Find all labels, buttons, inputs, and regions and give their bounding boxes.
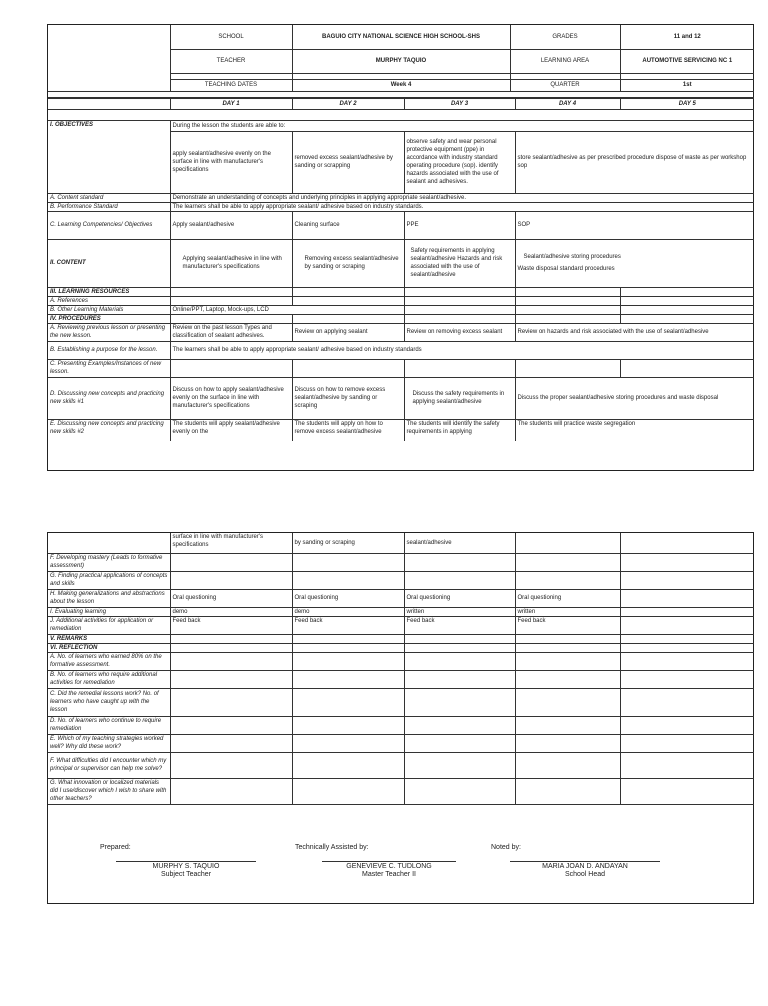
procedure-e-day1: The students will apply sealant/adhesive evenly on the — [170, 419, 292, 441]
reflection-a-label: A. No. of learners who earned 80% on the formative assessment. — [48, 652, 170, 670]
assisted-signatory — [322, 863, 456, 879]
procedure-a-day3: Review on removing excess sealant — [404, 323, 515, 341]
content-day2: Removing excess sealant/adhesive by sanding or scraping — [292, 239, 404, 287]
objectives-day3: observe safety and wear personal protective equipment (ppe) in accordance with industry standard operating procedure (sop). identify hazards associated with the use of sealant and adhesives. — [404, 131, 515, 193]
procedure-i-day2: demo — [292, 607, 404, 616]
learning-area-value: AUTOMOTIVE SERVICING NC 1 — [620, 49, 754, 73]
continued-day2: by sanding or scraping — [292, 533, 404, 553]
day-5-header: DAY 5 — [620, 98, 754, 109]
procedure-e-day4: The students will practice waste segregation — [515, 419, 754, 441]
procedure-d-day1: Discuss on how to apply sealant/adhesive evenly on the surface in line with manufacturer's specifications — [170, 377, 292, 419]
content-day4-disposal: Waste disposal standard procedures — [517, 266, 615, 272]
procedure-a-label: A. Reviewing previous lesson or presenting the new lesson. — [48, 323, 170, 341]
school-label: SCHOOL — [170, 25, 292, 49]
procedure-b-label: B. Establishing a purpose for the lesson. — [48, 341, 170, 359]
assisted-name: GENEVIEVE C. TUDLONG — [346, 863, 432, 870]
procedure-h-day1: Oral questioning — [170, 589, 292, 607]
procedure-d-day4: Discuss the proper sealant/adhesive storing procedures and waste disposal — [515, 377, 754, 419]
objectives-intro: During the lesson the students are able to: — [170, 120, 754, 131]
procedure-e-label: E. Discussing new concepts and practicing new skills #2 — [48, 419, 170, 441]
competencies-day3: PPE — [404, 211, 515, 239]
content-day1: Applying sealant/adhesive in line with manufacturer's specifications — [170, 239, 292, 287]
reflection-e-label: E. Which of my teaching strategies worked well? Why did these work? — [48, 734, 170, 752]
procedure-i-label: I. Evaluating learning — [48, 607, 170, 616]
procedure-e-day3: The students will identify the safety requirements in applying — [404, 419, 515, 441]
content-day3: Safety requirements in applying sealant/adhesive Hazards and risk associated with the use of sealant/adhesive — [404, 239, 515, 287]
reflection-f-label: F. What difficulties did I encounter which my principal or supervisor can help me solve? — [48, 752, 170, 778]
header-blank — [48, 49, 170, 73]
day-1-header: DAY 1 — [170, 98, 292, 109]
procedure-f-label: F. Developing mastery (Leads to formative assessment) — [48, 553, 170, 571]
objectives-day4: store sealant/adhesive as per prescribed procedure dispose of waste as per workshop sop — [515, 131, 754, 193]
other-materials-label: B. Other Learning Materials — [48, 305, 170, 314]
procedure-i-day1: demo — [170, 607, 292, 616]
procedure-h-day3: Oral questioning — [404, 589, 515, 607]
references-label: A. References — [48, 296, 170, 305]
learning-area-label: LEARNING AREA — [510, 49, 620, 73]
objectives-day1: apply sealant/adhesive evenly on the surface in line with manufacturer's specifications — [170, 131, 292, 193]
quarter-label: QUARTER — [510, 79, 620, 91]
continued-day1: surface in line with manufacturer's specifications — [170, 533, 292, 553]
procedure-h-day2: Oral questioning — [292, 589, 404, 607]
prepared-name: MURPHY S. TAQUIO — [152, 863, 220, 870]
content-day4-storing: Sealant/adhesive storing procedures — [523, 254, 621, 260]
reflection-c-label: C. Did the remedial lessons work? No. of learners who have caught up with the lesson — [48, 688, 170, 716]
lesson-plan-header-table — [48, 25, 754, 98]
procedure-h-label: H. Making generalizations and abstractions about the lesson — [48, 589, 170, 607]
remarks-label: V. REMARKS — [48, 634, 170, 643]
teacher-label: TEACHER — [170, 49, 292, 73]
resources-label: III. LEARNING RESOURCES — [48, 287, 170, 296]
procedure-j-day1: Feed back — [170, 616, 292, 634]
procedure-j-day2: Feed back — [292, 616, 404, 634]
competencies-label: C. Learning Competencies/ Objectives — [48, 211, 170, 239]
reflection-d-label: D. No. of learners who continue to require remediation — [48, 716, 170, 734]
page-one — [47, 24, 754, 471]
prepared-signatory — [116, 863, 256, 879]
day-2-header: DAY 2 — [292, 98, 404, 109]
content-standard-value: Demonstrate an understanding of concepts and underlying principles in applying appropriate sealant/adhesive. — [170, 193, 754, 202]
procedure-a-day4: Review on hazards and risk associated with the use of sealant/adhesive — [515, 323, 754, 341]
procedure-i-day4: written — [515, 607, 620, 616]
performance-standard-value: The learners shall be able to apply appropriate sealant/ adhesive based on industry standards. — [170, 202, 754, 211]
procedure-d-day2: Discuss on how to remove excess sealant/adhesive by sanding or scraping — [292, 377, 404, 419]
procedure-d-label: D. Discussing new concepts and practicing new skills #1 — [48, 377, 170, 419]
noted-signatory — [510, 863, 660, 879]
day-3-header: DAY 3 — [404, 98, 515, 109]
procedure-h-day4: Oral questioning — [515, 589, 620, 607]
noted-name: MARIA JOAN D. ANDAYAN — [542, 863, 628, 870]
procedure-i-day3: written — [404, 607, 515, 616]
objectives-day2: removed excess sealant/adhesive by sanding or scrapping — [292, 131, 404, 193]
content-day4 — [515, 239, 754, 287]
teaching-dates-value: Week 4 — [292, 79, 510, 91]
reflection-g-label: G. What innovation or localized materials did I use/discover which I wish to share with other teachers? — [48, 778, 170, 804]
procedure-j-day4: Feed back — [515, 616, 620, 634]
signature-block — [48, 841, 753, 903]
grades-value: 11 and 12 — [620, 25, 754, 49]
header-blank — [48, 25, 170, 49]
objectives-label: I. OBJECTIVES — [48, 120, 170, 193]
grades-label: GRADES — [510, 25, 620, 49]
noted-title: School Head — [564, 871, 606, 878]
teaching-dates-label: TEACHING DATES — [170, 79, 292, 91]
reflection-b-label: B. No. of learners who require additional activities for remediation — [48, 670, 170, 688]
prepared-label: Prepared: — [100, 844, 131, 851]
lesson-plan-body-table — [48, 98, 754, 442]
procedures-label: IV. PROCEDURES — [48, 314, 170, 323]
procedure-d-day3: Discuss the safety requirements in applying sealant/adhesive — [404, 377, 515, 419]
content-label: II. CONTENT — [48, 239, 170, 287]
procedure-e-day2: The students will apply on how to remove excess sealant/adhesive — [292, 419, 404, 441]
procedure-a-day2: Review on applying sealant — [292, 323, 404, 341]
competencies-day1: Apply sealant/adhesive — [170, 211, 292, 239]
assisted-label: Technically Assisted by: — [295, 844, 369, 851]
procedure-j-label: J. Additional activities for application or remediation — [48, 616, 170, 634]
noted-signature-line — [510, 861, 660, 862]
performance-standard-label: B. Performance Standard — [48, 202, 170, 211]
page-two — [47, 532, 754, 904]
prepared-title: Subject Teacher — [160, 871, 212, 878]
procedure-g-label: G. Finding practical applications of concepts and skills — [48, 571, 170, 589]
teacher-value: MURPHY TAQUIO — [292, 49, 510, 73]
prepared-signature-line — [116, 861, 256, 862]
content-standard-label: A. Content standard — [48, 193, 170, 202]
day-4-header: DAY 4 — [515, 98, 620, 109]
reflection-label: VI. REFLECTION — [48, 643, 170, 652]
procedure-b-value: The learners shall be able to apply appropriate sealant/ adhesive based on industry standards — [170, 341, 754, 359]
competencies-day4: SOP — [515, 211, 754, 239]
procedure-j-day3: Feed back — [404, 616, 515, 634]
assisted-signature-line — [322, 861, 456, 862]
lesson-plan-continuation-table — [48, 533, 754, 805]
continued-day3: sealant/adhesive — [404, 533, 515, 553]
assisted-title: Master Teacher II — [362, 871, 416, 878]
procedure-c-label: C. Presenting Examples/Instances of new lesson. — [48, 359, 170, 377]
procedure-a-day1: Review on the past lesson Types and classification of sealant adhesives. — [170, 323, 292, 341]
other-materials-value: Online/PPT, Laptop, Mock-ups, LCD — [170, 305, 404, 314]
competencies-day2: Cleaning surface — [292, 211, 404, 239]
school-value: BAGUIO CITY NATIONAL SCIENCE HIGH SCHOOL-SHS — [292, 25, 510, 49]
quarter-value: 1st — [620, 79, 754, 91]
noted-label: Noted by: — [491, 844, 521, 851]
